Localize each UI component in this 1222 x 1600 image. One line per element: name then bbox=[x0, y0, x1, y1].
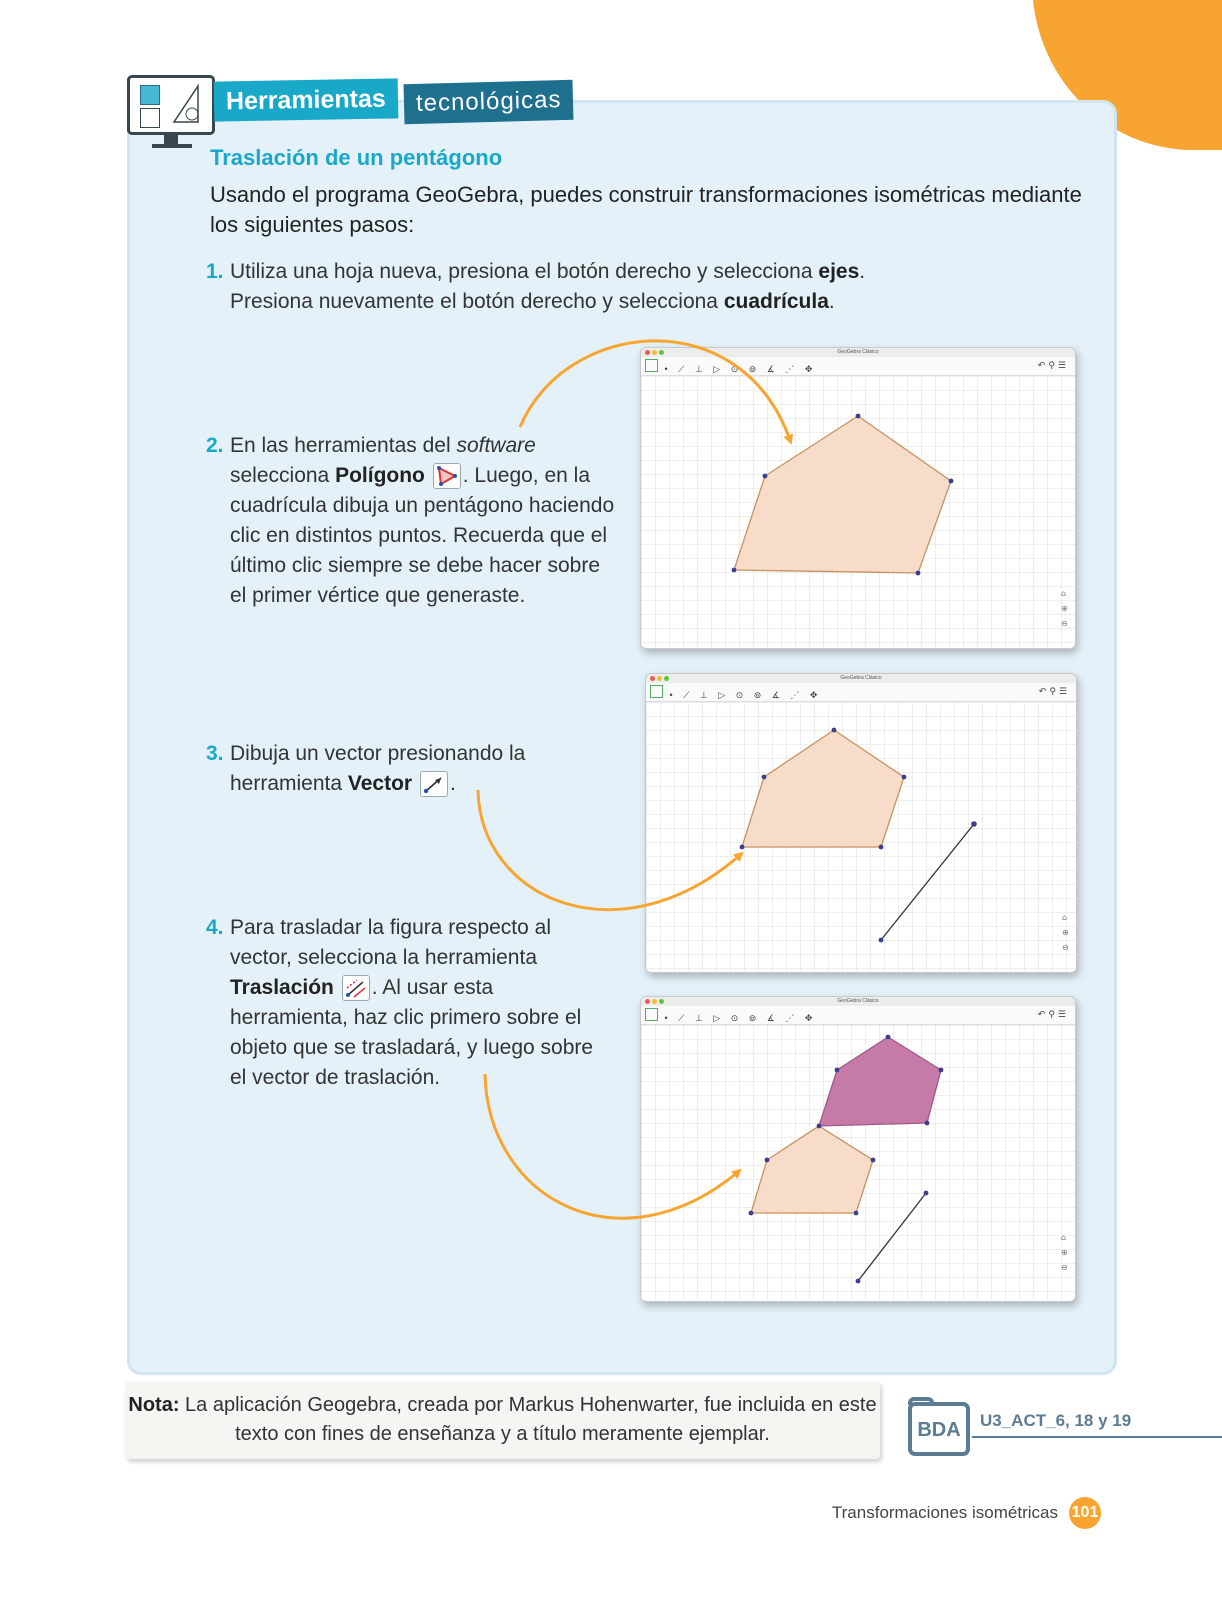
geogebra-window-3 bbox=[640, 996, 1076, 1302]
search-icon[interactable]: ⚲ bbox=[1048, 360, 1058, 370]
section-title: Traslación de un pentágono bbox=[210, 145, 503, 170]
step-2: 2. En las herramientas del software selecciona Polígono . Luego, en la cuadrícula dibuja un pentágono haciendo clic en distintos puntos. Recuerda que el último clic siempre se debe hacer sobre el primer vértice que generaste. bbox=[230, 431, 615, 611]
undo-icon[interactable]: ↶ bbox=[1037, 1009, 1049, 1019]
window-titlebar: GeoGebra Clásico bbox=[646, 674, 1076, 683]
bda-folder-icon: BDA bbox=[908, 1402, 970, 1456]
step-number: 4. bbox=[206, 916, 224, 939]
svg-text:⊖: ⊖ bbox=[1061, 619, 1068, 628]
svg-text:⌂: ⌂ bbox=[1061, 589, 1067, 598]
window-titlebar: GeoGebra Clásico bbox=[641, 997, 1075, 1006]
undo-icon[interactable]: ↶ bbox=[1038, 686, 1050, 696]
vector-tool-icon bbox=[420, 771, 448, 797]
svg-text:⊖: ⊖ bbox=[1061, 1263, 1068, 1272]
geogebra-canvas-1 bbox=[641, 376, 1075, 648]
menu-icon[interactable]: ☰ bbox=[1057, 1009, 1069, 1019]
svg-text:⊕: ⊕ bbox=[1061, 604, 1068, 613]
geogebra-toolbar: • ⟋ ⊥ ▷ ⊙ ⊚ ∡ ⋰ ✥ ↶⚲☰ bbox=[641, 357, 1075, 376]
move-tool-icon[interactable] bbox=[645, 1008, 658, 1021]
page-number: 101 bbox=[1069, 1497, 1101, 1529]
bda-divider bbox=[972, 1436, 1222, 1438]
bda-code: U3_ACT_6, 18 y 19 bbox=[980, 1411, 1132, 1430]
menu-icon[interactable]: ☰ bbox=[1057, 360, 1069, 370]
window-titlebar: GeoGebra Clásico bbox=[641, 348, 1075, 357]
geogebra-window-2 bbox=[645, 673, 1077, 973]
svg-text:⊕: ⊕ bbox=[1062, 928, 1069, 937]
search-icon[interactable]: ⚲ bbox=[1049, 686, 1059, 696]
computer-monitor-icon bbox=[127, 75, 215, 135]
polygon-tool-icon bbox=[433, 463, 461, 489]
header-tag-primary: Herramientas bbox=[214, 78, 398, 121]
step-4: 4. Para trasladar la figura respecto al vector, selecciona la herramienta Traslación . Al usar esta herramienta, haz clic primero sobre el objeto que se trasladará, y luego sobre el vector de traslación. bbox=[230, 913, 615, 1093]
step-1: 1. Utiliza una hoja nueva, presiona el botón derecho y selecciona ejes. Presiona nuevamente el botón derecho y selecciona cuadrícula. bbox=[230, 257, 1090, 317]
step-3: 3. Dibuja un vector presionando la herramienta Vector . bbox=[230, 739, 615, 799]
section-intro: Usando el programa GeoGebra, puedes construir transformaciones isométricas mediante los siguientes pasos: bbox=[210, 182, 1082, 237]
geogebra-toolbar: • ⟋ ⊥ ▷ ⊙ ⊚ ∡ ⋰ ✥ ↶⚲☰ bbox=[646, 683, 1076, 702]
step-number: 1. bbox=[206, 260, 224, 283]
translation-tool-icon bbox=[342, 975, 370, 1001]
geogebra-toolbar: • ⟋ ⊥ ▷ ⊙ ⊚ ∡ ⋰ ✥ ↶⚲☰ bbox=[641, 1006, 1075, 1025]
svg-text:⌂: ⌂ bbox=[1061, 1233, 1067, 1242]
undo-icon[interactable]: ↶ bbox=[1037, 360, 1049, 370]
search-icon[interactable]: ⚲ bbox=[1048, 1009, 1058, 1019]
svg-text:⊕: ⊕ bbox=[1061, 1248, 1068, 1257]
geogebra-canvas-3 bbox=[641, 1025, 1075, 1301]
note-box: Nota: La aplicación Geogebra, creada por Markus Hohenwarter, fue incluida en este texto con fines de enseñanza y a título meramente ejemplar. bbox=[125, 1381, 880, 1459]
menu-icon[interactable]: ☰ bbox=[1058, 686, 1070, 696]
svg-text:⌂: ⌂ bbox=[1062, 913, 1068, 922]
move-tool-icon[interactable] bbox=[650, 685, 663, 698]
step-number: 2. bbox=[206, 434, 224, 457]
svg-text:⊖: ⊖ bbox=[1062, 943, 1069, 952]
header-tag-secondary: tecnológicas bbox=[404, 80, 574, 124]
step-number: 3. bbox=[206, 742, 224, 765]
geogebra-window-1 bbox=[640, 347, 1076, 649]
chapter-name: Transformaciones isométricas bbox=[831, 1503, 1058, 1522]
move-tool-icon[interactable] bbox=[645, 359, 658, 372]
geogebra-canvas-2 bbox=[646, 702, 1076, 972]
